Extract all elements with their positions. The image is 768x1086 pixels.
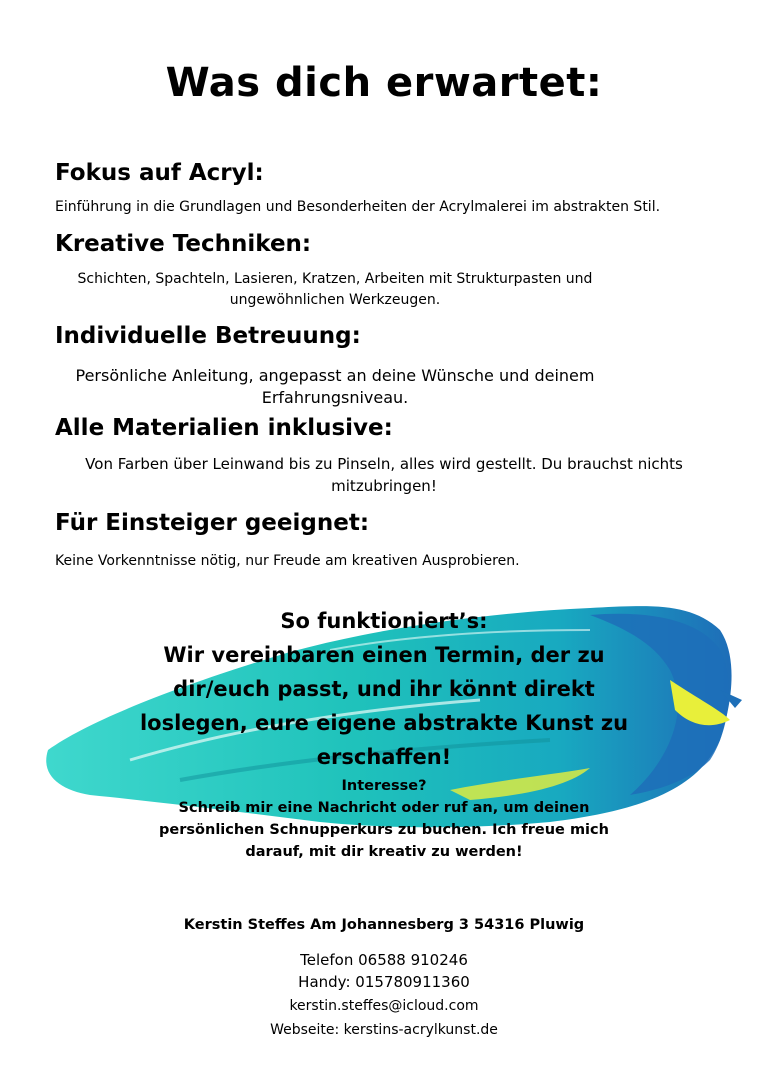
cta-line: dir/euch passt, und ihr könnt direkt xyxy=(173,677,595,701)
section-heading-techniken: Kreative Techniken: xyxy=(55,231,312,257)
page-title: Was dich erwartet: xyxy=(165,60,603,106)
section-heading-materialien: Alle Materialien inklusive: xyxy=(55,415,393,441)
cta-line: darauf, mit dir kreativ zu werden! xyxy=(245,844,523,860)
section-heading-betreuung: Individuelle Betreuung: xyxy=(55,323,361,349)
contact-phone: Telefon 06588 910246 xyxy=(300,951,468,969)
section-text-line: mitzubringen! xyxy=(331,477,437,495)
contact-name-address: Kerstin Steffes Am Johannesberg 3 54316 Pluwig xyxy=(183,917,585,933)
section-heading-einsteiger: Für Einsteiger geeignet: xyxy=(55,510,370,536)
cta-headline xyxy=(0,604,768,774)
section-text-line: Erfahrungsniveau. xyxy=(261,388,409,407)
section-text-materialien xyxy=(0,453,768,497)
cta-line: Wir vereinbaren einen Termin, der zu xyxy=(163,643,605,667)
cta-details xyxy=(0,775,768,863)
cta-line: Interesse? xyxy=(341,778,427,794)
cta-line: persönlichen Schnupperkurs zu buchen. Ich freue mich xyxy=(159,822,609,838)
cta-line: Schreib mir eine Nachricht oder ruf an, um deinen xyxy=(178,800,590,816)
section-text-betreuung xyxy=(55,365,615,409)
section-text-line: Persönliche Anleitung, angepasst an deine Wünsche und deinem xyxy=(75,366,595,385)
section-text-line: Von Farben über Leinwand bis zu Pinseln, alles wird gestellt. Du brauchst nichts xyxy=(85,455,683,473)
section-text-techniken xyxy=(55,269,615,311)
contact-email[interactable]: kerstin.steffes@icloud.com xyxy=(289,998,479,1014)
contact-website[interactable]: Webseite: kerstins-acrylkunst.de xyxy=(270,1022,498,1038)
cta-line: loslegen, eure eigene abstrakte Kunst zu xyxy=(139,711,629,735)
section-text-einsteiger: Keine Vorkenntnisse nötig, nur Freude am kreativen Ausprobieren. xyxy=(55,553,520,569)
section-text-line: ungewöhnlichen Werkzeugen. xyxy=(229,292,441,308)
contact-mobile: Handy: 015780911360 xyxy=(298,973,470,991)
section-heading-acryl: Fokus auf Acryl: xyxy=(55,160,264,186)
cta-line: So funktioniert’s: xyxy=(280,609,488,633)
section-text-acryl: Einführung in die Grundlagen und Besonderheiten der Acrylmalerei im abstrakten Stil. xyxy=(55,199,661,215)
section-text-line: Schichten, Spachteln, Lasieren, Kratzen, Arbeiten mit Strukturpasten und xyxy=(77,271,593,287)
cta-line: erschaffen! xyxy=(316,745,452,769)
